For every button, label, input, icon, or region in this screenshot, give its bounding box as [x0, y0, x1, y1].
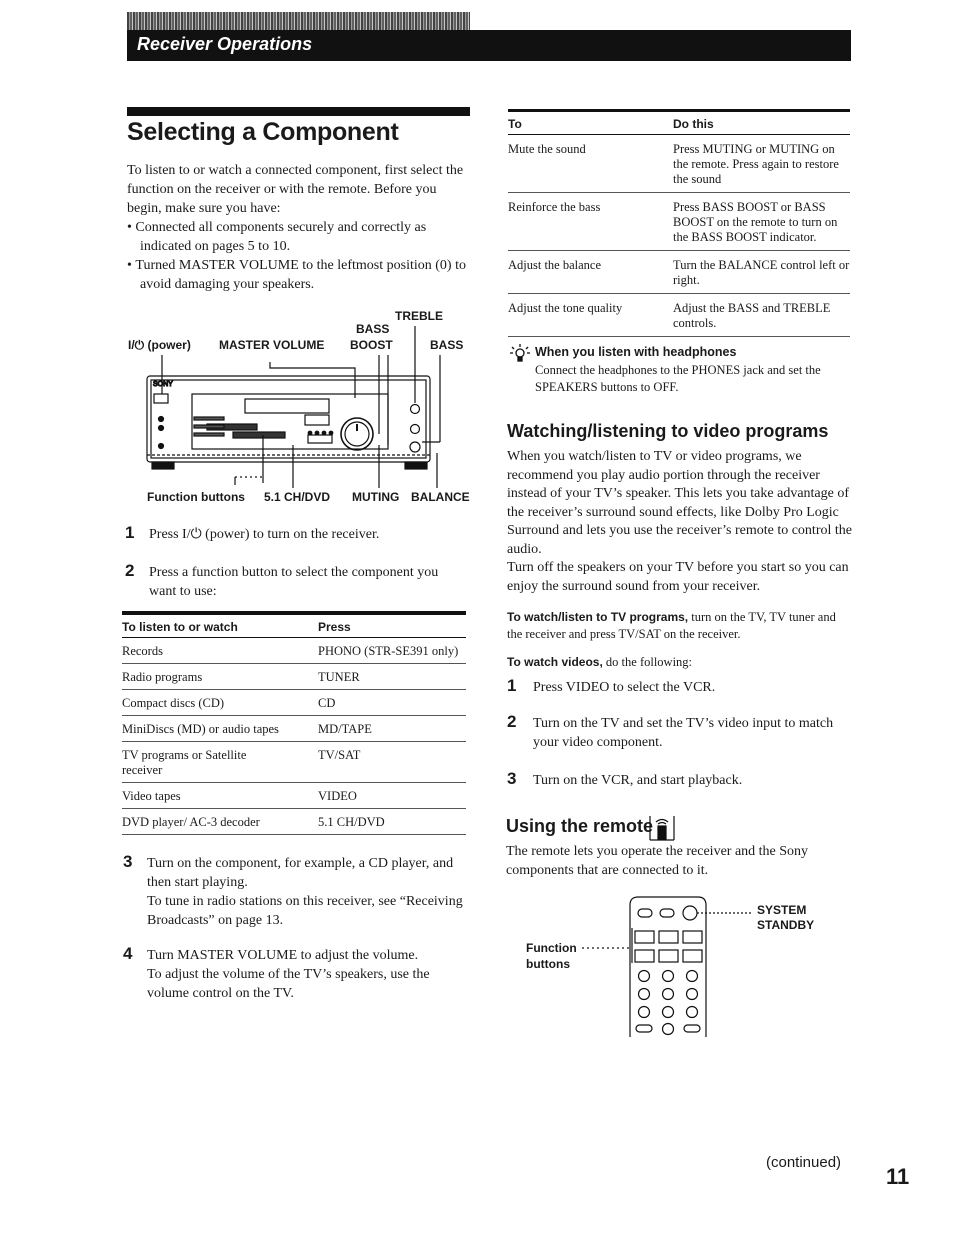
page-number: 11 — [886, 1164, 910, 1189]
table-cell: Radio programs — [122, 664, 318, 690]
intro-text: To listen to or watch a connected component, first select the function on the receiver or with the remote. Before you begin, make sure you have: — [127, 163, 464, 216]
step-2: 2 Press a function button to select the component you want to use: — [125, 561, 439, 599]
table-row — [122, 809, 466, 835]
intro-bullet: • Connected all components securely and correctly as indicated on pages 5 to 10. — [127, 220, 427, 254]
table-row — [508, 251, 850, 294]
system-label: SYSTEM — [757, 903, 807, 917]
table-row — [122, 783, 466, 809]
component-select-table — [122, 611, 466, 835]
table-header-cell: To listen to or watch — [122, 613, 318, 638]
tv-instructions-lead: To watch/listen to TV programs, — [507, 610, 689, 624]
remote-icon — [648, 814, 676, 842]
receiver-diagram — [125, 305, 475, 510]
table-row — [122, 716, 466, 742]
table-row — [508, 294, 850, 337]
continued-label: (continued) — [766, 1154, 842, 1171]
table-cell: Records — [122, 638, 318, 664]
tip-text: Connect the headphones to the PHONES jack and set the SPEAKERS buttons to OFF. — [535, 363, 821, 394]
step-1: 1 Press I/⏻ (power) to turn on the receiver. — [125, 523, 380, 542]
table-header-row — [122, 613, 466, 638]
step-4: 4 Turn MASTER VOLUME to adjust the volume. To adjust the volume of the TV’s speakers, use the volume control on the TV. — [123, 946, 468, 1003]
video-instructions — [507, 654, 852, 671]
table-cell: Video tapes — [122, 783, 318, 809]
table-header-cell: Press — [318, 613, 466, 638]
video-step-2: 2 Turn on the TV and set the TV’s video input to match your video component. — [507, 712, 834, 750]
table-header-cell: Do this — [673, 111, 850, 135]
tv-instructions-text: turn on the TV, TV tuner and the receiver and press TV/SAT on the receiver. — [507, 610, 836, 641]
table-row — [122, 638, 466, 664]
balance-label: BALANCE — [411, 490, 470, 504]
remote-diagram — [520, 893, 840, 1043]
table-cell: TV/SAT — [318, 742, 466, 783]
page-title: Selecting a Component — [127, 118, 399, 146]
video-section-body — [507, 448, 852, 596]
section-header-title: Receiver Operations — [137, 34, 313, 54]
intro-block — [127, 161, 467, 294]
table-cell: Adjust the BASS and TREBLE controls. — [673, 294, 850, 337]
ch-dvd-label: 5.1 CH/DVD — [264, 490, 331, 504]
video-step-1: 1 Press VIDEO to select the VCR. — [507, 676, 716, 695]
bass-boost-label-line1: BASS — [356, 322, 390, 336]
muting-label: MUTING — [352, 490, 400, 504]
table-cell: Reinforce the bass — [508, 193, 673, 251]
table-row — [122, 664, 466, 690]
video-paragraph: Turn off the speakers on your TV before you start so you can enjoy the surround sound from your receiver. — [507, 560, 849, 594]
remote-section-heading: Using the remote — [506, 816, 654, 836]
table-cell: 5.1 CH/DVD — [318, 809, 466, 835]
table-cell: TUNER — [318, 664, 466, 690]
power-label: I/⏻ (power) — [128, 338, 191, 352]
table-row — [122, 690, 466, 716]
table-cell: CD — [318, 690, 466, 716]
table-header-cell: To — [508, 111, 673, 135]
table-cell: VIDEO — [318, 783, 466, 809]
bass-label: BASS — [430, 338, 464, 352]
header-texture — [127, 12, 470, 32]
table-header-row — [508, 111, 850, 135]
treble-label: TREBLE — [395, 309, 443, 323]
table-cell: Press BASS BOOST or BASS BOOST on the remote to turn on the BASS BOOST indicator. — [673, 193, 850, 251]
table-cell: MiniDiscs (MD) or audio tapes — [122, 716, 318, 742]
video-instructions-lead: To watch videos, — [507, 655, 603, 669]
table-cell: Press MUTING or MUTING on the remote. Press again to restore the sound — [673, 135, 850, 193]
function-buttons-label: Function buttons — [147, 490, 245, 504]
title-rule — [127, 107, 470, 116]
video-instructions-text: do the following: — [602, 655, 693, 669]
receiver-drawing — [125, 305, 475, 510]
remote-buttons-label: buttons — [526, 957, 570, 971]
step-4-note: To adjust the volume of the TV’s speakers, use the volume control on the TV. — [147, 967, 430, 1001]
standby-label: STANDBY — [757, 918, 815, 932]
table-row — [122, 742, 466, 783]
table-row — [508, 135, 850, 193]
table-cell: TV programs or Satellite receiver — [122, 742, 318, 783]
table-cell: MD/TAPE — [318, 716, 466, 742]
master-volume-label: MASTER VOLUME — [219, 338, 325, 352]
table-cell: DVD player/ AC-3 decoder — [122, 809, 318, 835]
remote-section-text: The remote lets you operate the receiver and the Sony components that are connected to it. — [506, 844, 809, 878]
table-cell: PHONO (STR-SE391 only) — [318, 638, 466, 664]
lightbulb-icon — [509, 343, 531, 365]
operations-table — [508, 109, 850, 337]
tv-instructions — [507, 609, 852, 643]
table-cell: Turn the BALANCE control left or right. — [673, 251, 850, 294]
tip-heading: When you listen with headphones — [535, 345, 737, 359]
table-cell: Compact discs (CD) — [122, 690, 318, 716]
table-cell: Adjust the balance — [508, 251, 673, 294]
table-cell: Mute the sound — [508, 135, 673, 193]
table-cell: Adjust the tone quality — [508, 294, 673, 337]
bass-boost-label-line2: BOOST — [350, 338, 393, 352]
step-3-note: To tune in radio stations on this receiver, see “Receiving Broadcasts” on page 13. — [147, 894, 463, 928]
video-step-3: 3 Turn on the VCR, and start playback. — [507, 769, 743, 788]
intro-bullet: • Turned MASTER VOLUME to the leftmost position (0) to avoid damaging your speakers. — [127, 258, 466, 292]
video-paragraph: When you watch/listen to TV or video programs, we recommend you play audio portion through the receiver instead of your TV’s speaker. This lets you take advantage of the receiver’s surround sound effects, like Dolby Pro Logic Surround and lets you use the receiver’s remote to control the audio. — [507, 449, 852, 557]
remote-function-label: Function — [526, 941, 577, 955]
table-row — [508, 193, 850, 251]
step-3: 3 Turn on the component, for example, a CD player, and then start playing. To tune in radio stations on this receiver, see “Receiving Broadcasts” on page 13. — [123, 854, 468, 930]
video-section-heading: Watching/listening to video programs — [507, 421, 829, 441]
svg-text:SONY: SONY — [153, 381, 173, 388]
